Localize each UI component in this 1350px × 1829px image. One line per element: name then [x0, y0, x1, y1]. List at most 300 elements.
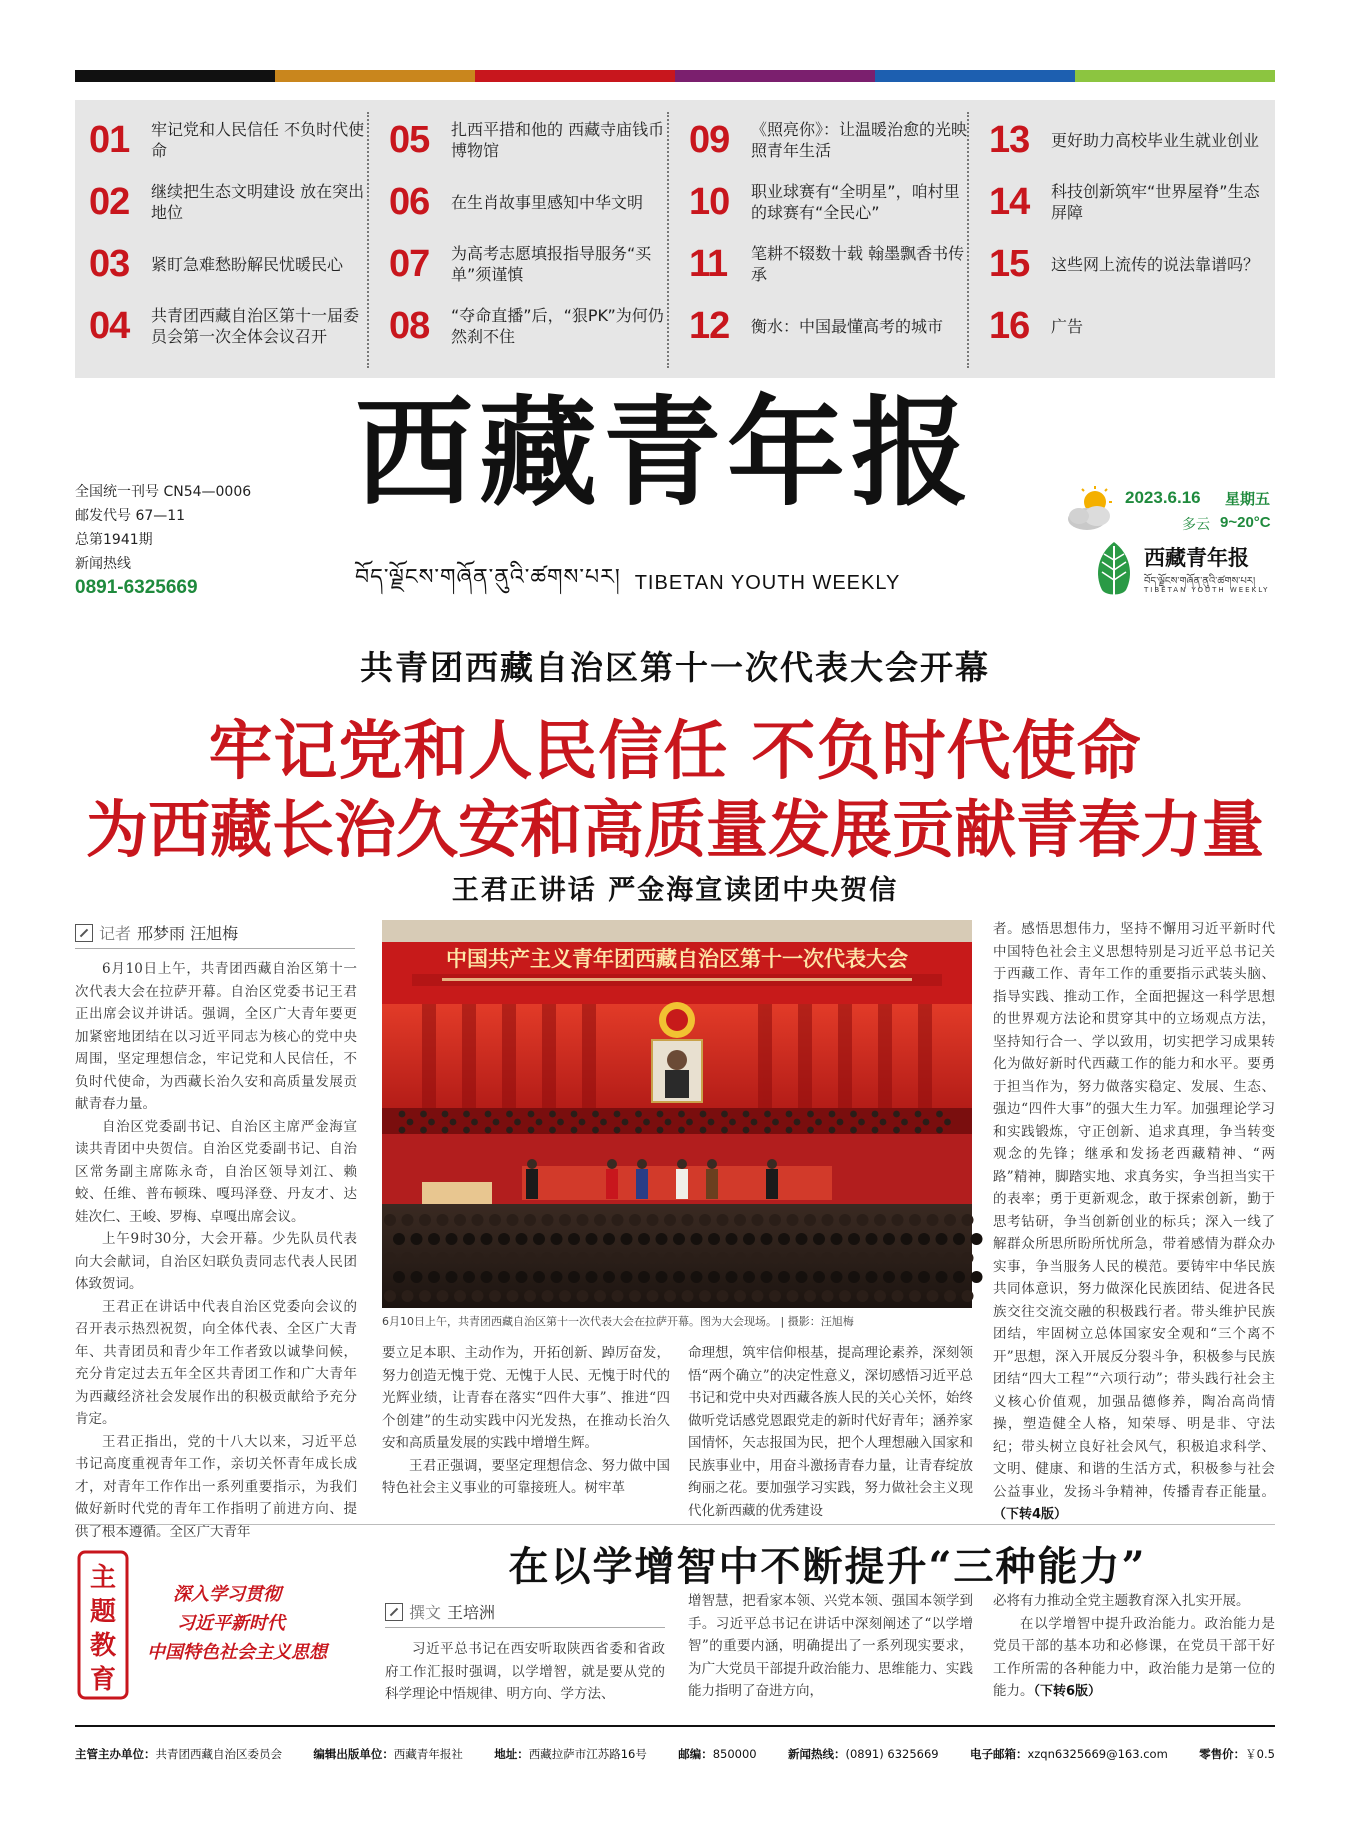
audience-head [472, 1252, 484, 1264]
audience-head [577, 1214, 589, 1226]
newspaper-logo [1092, 540, 1277, 600]
audience-head [936, 1233, 948, 1245]
audience-head [804, 1290, 816, 1302]
audience-head [874, 1214, 886, 1226]
audience-head [857, 1214, 869, 1226]
dais-person [485, 1111, 492, 1118]
toc-title: 《照亮你》：让温暖治愈的光映照青年生活 [751, 120, 968, 160]
audience-head [682, 1290, 694, 1302]
audience-head [936, 1271, 948, 1283]
audience-head [384, 1214, 396, 1226]
logo-english: TIBETAN YOUTH WEEKLY [1144, 586, 1270, 594]
toc-item[interactable] [75, 110, 375, 170]
footer-publisher: 编辑出版单位：西藏青年报社 [313, 1747, 463, 1761]
dais-person [485, 1127, 492, 1134]
audience-head [647, 1214, 659, 1226]
footer-rule [75, 1725, 1275, 1727]
logo-name: 西藏青年报 [1144, 545, 1249, 570]
toc-page-number: 11 [689, 242, 728, 285]
masthead-title: 西藏青年报 [355, 383, 976, 522]
dais-person [786, 1111, 793, 1118]
dais-person [528, 1111, 535, 1118]
toc-column [975, 110, 1275, 370]
audience-head [586, 1233, 598, 1245]
audience-head [726, 1233, 738, 1245]
audience-head [559, 1252, 571, 1264]
footer-postcode: 邮编：850000 [678, 1747, 757, 1761]
audience-head [927, 1214, 939, 1226]
audience-head [419, 1252, 431, 1264]
dais-person [471, 1119, 478, 1126]
toc-page-number: 01 [89, 118, 130, 161]
toc-item[interactable] [675, 234, 975, 294]
audience-head [717, 1214, 729, 1226]
audience-head [822, 1214, 834, 1226]
audience-head [848, 1233, 860, 1245]
dais-person [944, 1119, 951, 1126]
toc-item[interactable] [375, 296, 675, 356]
audience-head [629, 1290, 641, 1302]
footer-email: 电子邮箱：xzqn6325669@163.com [969, 1747, 1168, 1761]
publication-info [75, 480, 251, 600]
audience-head [761, 1271, 773, 1283]
dais-person [571, 1111, 578, 1118]
audience-head [542, 1290, 554, 1302]
audience-head [384, 1290, 396, 1302]
audience-head [533, 1271, 545, 1283]
photo-banner: 中国共产主义青年团西藏自治区第十一次代表大会 [446, 946, 908, 971]
postal-code: 邮发代号 67—11 [75, 508, 186, 524]
audience-head [402, 1252, 414, 1264]
audience-head [673, 1233, 685, 1245]
lower-column-2 [688, 1590, 973, 1708]
issue-number: 总第1941期 [75, 532, 153, 548]
audience-head [857, 1290, 869, 1302]
audience-head [691, 1271, 703, 1283]
dais-person [549, 1111, 556, 1118]
audience-head [586, 1271, 598, 1283]
toc-title: 牢记党和人民信任 不负时代使命 [151, 120, 365, 160]
dais-person [665, 1119, 672, 1126]
audience-head [656, 1233, 668, 1245]
audience-head [822, 1252, 834, 1264]
dais-person [592, 1127, 599, 1134]
audience-head [419, 1290, 431, 1302]
audience-head [498, 1271, 510, 1283]
lead-kicker: 共青团西藏自治区第十一次代表大会开幕 [360, 648, 990, 687]
dais-person [837, 1119, 844, 1126]
dais-person [614, 1111, 621, 1118]
seal-char: 育 [89, 1665, 117, 1695]
toc-title: 扎西平措和他的 西藏寺庙钱币博物馆 [451, 120, 665, 160]
audience-head [944, 1214, 956, 1226]
logo-tibetan: བོད་ལྗོངས་གཞོན་ནུའི་ཚགས་པར། [1144, 576, 1256, 587]
toc-item[interactable] [975, 172, 1275, 232]
audience-head [621, 1271, 633, 1283]
stage-person-head [677, 1159, 687, 1169]
audience-head [752, 1290, 764, 1302]
dais-person [579, 1119, 586, 1126]
lead-column-4 [993, 918, 1275, 1522]
stage-person-head [527, 1159, 537, 1169]
audience-head [411, 1271, 423, 1283]
audience-head [647, 1252, 659, 1264]
audience-head [804, 1252, 816, 1264]
audience-head [559, 1290, 571, 1302]
audience-head [629, 1252, 641, 1264]
dais-person [514, 1119, 521, 1126]
photo-caption: 6月10日上午，共青团西藏自治区第十一次代表大会在拉萨开幕。图为大会现场。 | 摄影：汪旭梅 [382, 1315, 854, 1328]
audience-head [944, 1290, 956, 1302]
toc-page-number: 15 [989, 242, 1030, 285]
dais-person [407, 1119, 414, 1126]
audience-head [498, 1233, 510, 1245]
audience-head [428, 1233, 440, 1245]
audience-head [446, 1271, 458, 1283]
audience-head [594, 1252, 606, 1264]
stage-person-body [766, 1169, 778, 1199]
pen-icon [75, 924, 93, 942]
audience-head [594, 1290, 606, 1302]
byline-names: 邢梦雨 汪旭梅 [137, 924, 239, 943]
dais-person [721, 1127, 728, 1134]
dais-person [643, 1119, 650, 1126]
dais-person [442, 1111, 449, 1118]
footer-price: 零售价：￥0.5 [1199, 1747, 1275, 1761]
toc-page-number: 02 [89, 180, 130, 223]
audience-head [481, 1271, 493, 1283]
toc-page-number: 08 [389, 304, 430, 347]
toc-page-number: 06 [389, 180, 430, 223]
dais-person [592, 1111, 599, 1118]
conference-hall-illustration [382, 920, 972, 1308]
dais-person [678, 1111, 685, 1118]
dais-person [858, 1119, 865, 1126]
toc-page-number: 10 [689, 180, 730, 223]
audience-head [909, 1214, 921, 1226]
toc-separator [367, 112, 369, 368]
strip-segment [275, 70, 475, 82]
dais-person [700, 1111, 707, 1118]
toc-separator [667, 112, 669, 368]
dais-person [428, 1119, 435, 1126]
toc-title: 更好助力高校毕业生就业创业 [1051, 130, 1260, 150]
audience-head [507, 1252, 519, 1264]
dais-person [729, 1119, 736, 1126]
toc-item[interactable] [675, 110, 975, 170]
dais-person [635, 1127, 642, 1134]
toc-item[interactable] [75, 234, 375, 294]
footer [75, 1746, 1275, 1762]
dais-person [506, 1111, 513, 1118]
toc-title: 在生肖故事里感知中华文明 [451, 192, 644, 212]
audience-head [542, 1252, 554, 1264]
audience-head [734, 1252, 746, 1264]
dais-person [893, 1111, 900, 1118]
audience-head [734, 1214, 746, 1226]
audience-head [489, 1214, 501, 1226]
dais-person [450, 1119, 457, 1126]
audience-head [953, 1233, 965, 1245]
audience-head [594, 1214, 606, 1226]
dais-person [635, 1111, 642, 1118]
lower-column-1 [385, 1638, 665, 1708]
audience-head [699, 1290, 711, 1302]
audience-head [769, 1214, 781, 1226]
issue-date: 2023.6.16 [1125, 488, 1201, 507]
dais-person [420, 1127, 427, 1134]
audience-head [472, 1290, 484, 1302]
audience-head [971, 1233, 983, 1245]
toc-item[interactable] [75, 172, 375, 232]
audience-head [437, 1214, 449, 1226]
dais-person [764, 1111, 771, 1118]
audience-head [402, 1214, 414, 1226]
toc-column [675, 110, 975, 370]
dais-person [493, 1119, 500, 1126]
stage-person-body [636, 1169, 648, 1199]
leaf-logo-icon [1092, 540, 1136, 598]
toc-page-number: 12 [689, 304, 730, 347]
dais-person [549, 1127, 556, 1134]
audience-head [612, 1290, 624, 1302]
audience-head [944, 1252, 956, 1264]
audience-head [542, 1214, 554, 1226]
toc-column [75, 110, 375, 370]
audience-head [533, 1233, 545, 1245]
audience-head [489, 1252, 501, 1264]
audience-head [971, 1271, 983, 1283]
paragraph: 王君正在讲话中代表自治区党委向会议的召开表示热烈祝贺，向全体代表、全区广大青年、共青团员和青少年工作者致以诚挚问候，充分肯定过去五年全区共青团工作和广大青年为西藏经济社会发展作出的积极贡献给予充分肯定。 [75, 1298, 357, 1427]
audience-head [638, 1271, 650, 1283]
audience-head [953, 1271, 965, 1283]
audience-head [656, 1271, 668, 1283]
audience-head [918, 1233, 930, 1245]
dais-person [915, 1127, 922, 1134]
audience-head [647, 1290, 659, 1302]
stage-person-body [526, 1169, 538, 1199]
paragraph-text: 在以学增智中提升政治能力。政治能力是党员干部的基本功和必修课，在党员干部干好工作所需的各种能力中，政治能力是第一位的能力。 [993, 1615, 1275, 1699]
audience-head [577, 1290, 589, 1302]
paragraph: 增智慧，把看家本领、兴党本领、强国本领学到手。习近平总书记在讲话中深刻阐述了“以学增智”的重要内涵，明确提出了一系列现实要求，为广大党员干部提升政治能力、思维能力、实践能力指明了奋进方向， [688, 1593, 973, 1699]
audience-head [769, 1252, 781, 1264]
masthead-english: TIBETAN YOUTH WEEKLY [634, 571, 901, 594]
dais-person [721, 1111, 728, 1118]
dais-person [743, 1127, 750, 1134]
dais-person [893, 1127, 900, 1134]
masthead-subtitle [355, 552, 985, 614]
theme-line-1: 深入学习贯彻 [173, 1584, 281, 1605]
hotline-number: 0891-6325669 [75, 577, 198, 598]
toc-item[interactable] [675, 172, 975, 232]
audience-head [761, 1233, 773, 1245]
dais-person [708, 1119, 715, 1126]
footer-sponsor: 主管主办单位：共青团西藏自治区委员会 [75, 1747, 282, 1761]
dais-person [399, 1127, 406, 1134]
audience-head [892, 1290, 904, 1302]
continued-note: （下转4版） [993, 1507, 1068, 1522]
toc-page-number: 09 [689, 118, 730, 161]
paragraph [993, 1613, 1275, 1704]
audience-head [918, 1271, 930, 1283]
audience-head [682, 1252, 694, 1264]
audience-head [874, 1290, 886, 1302]
dais-person [901, 1119, 908, 1126]
lead-column-2 [382, 1342, 670, 1512]
audience-head [699, 1214, 711, 1226]
audience-head [507, 1214, 519, 1226]
dais-person [536, 1119, 543, 1126]
audience-head [787, 1290, 799, 1302]
stage-person-body [676, 1169, 688, 1199]
paragraph: 要立足本职、主动作为，开拓创新、踔厉奋发，努力创造无愧于党、无愧于人民、无愧于时代的光辉业绩，让青春在落实“四件大事”、推进“四个创建”的生动实践中闪光发热，在推动长治久安和高质量发展的实践中增增生辉。 [382, 1345, 670, 1451]
toc-title: “夺命直播”后，“狠PK”为何仍然刹不住 [451, 306, 664, 346]
audience-head [664, 1252, 676, 1264]
audience-head [734, 1290, 746, 1302]
strip-segment [475, 70, 675, 82]
paragraph: 必将有力推动全党主题教育深入扎实开展。 [993, 1593, 1250, 1609]
paragraph: 王君正强调，要坚定理想信念、努力做中国特色社会主义事业的可靠接班人。树牢革 [382, 1457, 670, 1496]
toc-title: 紧盯急难愁盼解民忧暖民心 [151, 254, 344, 274]
audience-head [682, 1214, 694, 1226]
dais-person [829, 1127, 836, 1134]
audience-head [901, 1271, 913, 1283]
toc-title: 职业球赛有“全明星”，咱村里的球赛有“全民心” [751, 182, 960, 222]
audience-head [962, 1252, 974, 1264]
audience-head [787, 1214, 799, 1226]
strip-segment [675, 70, 875, 82]
paragraph: 自治区党委副书记、自治区主席严金海宣读共青团中央贺信。自治区党委副书记、自治区常务副主席陈永奇，自治区领导刘江、赖蛟、任维、普布顿珠、嘎玛泽登、丹友才、达娃次仁、王峻、罗梅、卓嘎出席会议。 [75, 1118, 357, 1225]
audience-head [962, 1290, 974, 1302]
audience-head [428, 1271, 440, 1283]
dais-person [614, 1127, 621, 1134]
audience-head [962, 1214, 974, 1226]
toc-title: 继续把生态文明建设 放在突出地位 [151, 182, 365, 222]
audience-head [489, 1290, 501, 1302]
audience-head [717, 1290, 729, 1302]
toc-page-number: 16 [989, 304, 1030, 347]
toc-page-number: 13 [989, 118, 1030, 161]
stage-person-body [606, 1169, 618, 1199]
audience-head [551, 1233, 563, 1245]
color-strip [75, 70, 1275, 82]
strip-segment [875, 70, 1075, 82]
audience-head [437, 1252, 449, 1264]
dais-person [657, 1111, 664, 1118]
dais-person [399, 1111, 406, 1118]
toc-page-number: 04 [89, 304, 130, 347]
audience-head [402, 1290, 414, 1302]
audience-head [472, 1214, 484, 1226]
dais-person [700, 1127, 707, 1134]
dais-person [622, 1119, 629, 1126]
dais-person [506, 1127, 513, 1134]
audience-head [664, 1290, 676, 1302]
continued-note: （下转6版） [1033, 1684, 1102, 1699]
theme-education-box [75, 1550, 375, 1700]
audience-head [629, 1214, 641, 1226]
lead-headline-2: 为西藏长治久安和高质量发展贡献青春力量 [85, 793, 1264, 866]
dais-person [571, 1127, 578, 1134]
toc-item[interactable] [375, 234, 675, 294]
audience-head [419, 1214, 431, 1226]
dais-person [923, 1119, 930, 1126]
stage-person-head [607, 1159, 617, 1169]
toc-item[interactable] [375, 172, 675, 232]
toc-item[interactable] [675, 296, 975, 356]
audience-head [813, 1271, 825, 1283]
toc-page-number: 03 [89, 242, 130, 285]
paragraph: 6月10日上午，共青团西藏自治区第十一次代表大会在拉萨开幕。自治区党委书记王君正出席会议并讲话。强调，全区广大青年要更加紧密地团结在以习近平同志为核心的党中央周围，坚定理想信念，牢记党和人民信任，不负时代使命，为西藏长治久安和高质量发展贡献青春力量。 [75, 961, 357, 1112]
audience-head [463, 1233, 475, 1245]
lower-headline: 在以学增智中不断提升“三种能力” [508, 1543, 1147, 1590]
dais-person [807, 1127, 814, 1134]
stage-person-head [637, 1159, 647, 1169]
dais-person [829, 1111, 836, 1118]
dais-person [807, 1111, 814, 1118]
lead-subheadline: 王君正讲话 严金海宣读团中央贺信 [451, 875, 899, 906]
conference-photo [382, 920, 972, 1308]
audience-head [909, 1290, 921, 1302]
audience-head [568, 1271, 580, 1283]
audience-head [559, 1214, 571, 1226]
audience-head [796, 1271, 808, 1283]
audience-head [708, 1233, 720, 1245]
dais-person [850, 1127, 857, 1134]
audience-head [454, 1214, 466, 1226]
audience-head [524, 1252, 536, 1264]
audience-head [524, 1214, 536, 1226]
audience-head [516, 1271, 528, 1283]
audience-head [463, 1271, 475, 1283]
audience-head [752, 1252, 764, 1264]
toc-item[interactable] [75, 296, 375, 356]
stage-person-head [767, 1159, 777, 1169]
audience-head [927, 1290, 939, 1302]
toc-item[interactable] [975, 234, 1275, 294]
toc-column [375, 110, 675, 370]
toc-item[interactable] [975, 296, 1275, 356]
audience-head [638, 1233, 650, 1245]
audience-head [612, 1252, 624, 1264]
red-seal-stamp [77, 1550, 129, 1700]
paragraph: 命理想，筑牢信仰根基，提高理论素养，深刻领悟“两个确立”的决定性意义，深切感悟习近平总书记和党中央对西藏各族人民的关心关怀，始终做听党话感党恩跟党走的新时代好青年；涵养家国情怀，矢志报国为民，把个人理想融入国家和民族事业中，用奋斗激扬青春力量，让青春绽放绚丽之花。要加强学习实践，努力做社会主义现代化新西藏的优秀建设 [688, 1345, 973, 1519]
audience-head [524, 1290, 536, 1302]
audience-head [778, 1271, 790, 1283]
toc-item[interactable] [975, 110, 1275, 170]
audience-head [778, 1233, 790, 1245]
dais-person [463, 1127, 470, 1134]
toc-item[interactable] [375, 110, 675, 170]
audience-head [726, 1271, 738, 1283]
lower-column-3 [993, 1590, 1275, 1708]
lead-column-1 [75, 958, 357, 1540]
dais-person [463, 1111, 470, 1118]
theme-line-2: 习近平新时代 [177, 1613, 285, 1634]
audience-head [769, 1290, 781, 1302]
dais-person [557, 1119, 564, 1126]
toc-title: 为高考志愿填报指导服务“买单”须谨慎 [451, 244, 652, 284]
dais-person [600, 1119, 607, 1126]
issn: 全国统一刊号 CN54—0006 [75, 484, 252, 500]
weekday: 星期五 [1225, 490, 1271, 508]
audience-head [848, 1271, 860, 1283]
stage-person-body [706, 1169, 718, 1199]
weather-condition: 多云 [1182, 517, 1210, 533]
audience-head [481, 1233, 493, 1245]
toc-title: 广告 [1051, 316, 1084, 336]
audience-head [551, 1271, 563, 1283]
